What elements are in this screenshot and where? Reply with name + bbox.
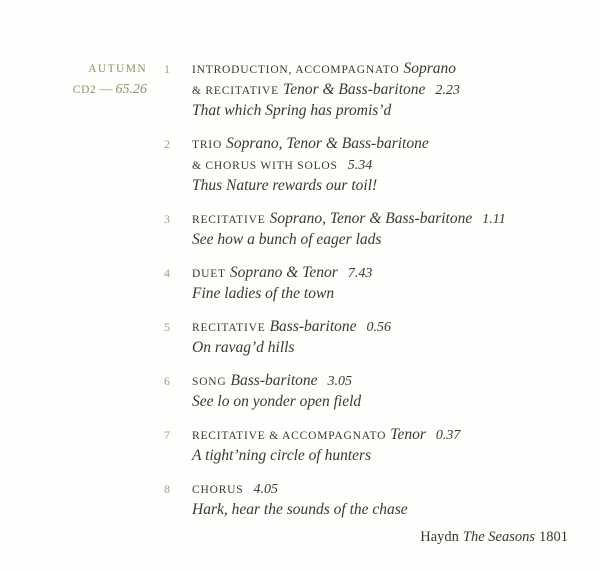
track-title-text: CHORUS [192, 484, 244, 496]
composer-name: Haydn [420, 529, 459, 545]
track-title-line [192, 317, 506, 338]
track-title-line [192, 59, 506, 80]
track-voices-text: Soprano, Tenor & Bass-baritone [226, 135, 429, 152]
track-duration: 3.05 [327, 374, 352, 389]
track-item [164, 425, 506, 466]
track-voices-text: Soprano, Tenor & Bass-baritone [269, 210, 473, 227]
track-number: 5 [164, 320, 170, 334]
track-item [164, 134, 506, 196]
cd-dash: — [99, 81, 113, 96]
track-title-text: & RECITATIVE [192, 85, 279, 97]
track-duration: 0.56 [366, 320, 392, 335]
track-title-text: & CHORUS WITH SOLOS [192, 160, 338, 172]
track-duration: 7.43 [347, 266, 373, 281]
track-voices-text: Bass-baritone [269, 318, 357, 335]
track-title-text: SONG [192, 376, 227, 388]
track-title-line [192, 371, 506, 392]
track-number: 4 [164, 266, 170, 280]
track-number: 7 [164, 428, 170, 442]
cd-info [36, 79, 147, 100]
track-title-text: RECITATIVE [192, 214, 266, 226]
work-year: 1801 [539, 529, 568, 545]
track-title-text: TRIO [192, 139, 223, 151]
track-incipit: See lo on yonder open field [192, 393, 362, 410]
track-incipit: A tight’ning circle of hunters [192, 447, 372, 464]
work-title: The Seasons [462, 529, 535, 545]
track-item [164, 317, 506, 358]
track-duration: 1.11 [482, 212, 506, 227]
track-title-text: INTRODUCTION, ACCOMPAGNATO [192, 64, 400, 76]
track-incipit: On ravag’d hills [192, 339, 295, 356]
cd-number: CD2 [72, 84, 97, 96]
track-voices-text: Tenor & Bass-baritone [283, 81, 426, 98]
track-duration: 2.23 [435, 83, 460, 98]
season-label: AUTUMN [88, 63, 147, 75]
track-voices-text: Tenor [390, 426, 426, 443]
track-title-line [192, 479, 506, 500]
track-number: 3 [164, 212, 170, 226]
track-incipit: Hark, hear the sounds of the chase [192, 501, 408, 518]
track-duration: 5.34 [347, 158, 373, 173]
track-title-line [192, 155, 506, 176]
track-incipit: Fine ladies of the town [192, 285, 335, 302]
track-title-line [192, 134, 506, 155]
track-number: 6 [164, 374, 170, 388]
season-header [36, 59, 147, 100]
track-item [164, 209, 506, 250]
track-title-text: DUET [192, 268, 226, 280]
track-duration: 0.37 [435, 428, 461, 443]
track-voices-text: Soprano & Tenor [229, 264, 338, 281]
track-item [164, 371, 506, 412]
track-title-text: RECITATIVE & ACCOMPAGNATO [192, 430, 387, 442]
track-item [164, 263, 506, 304]
track-number: 1 [164, 62, 170, 76]
track-duration: 4.05 [253, 482, 278, 497]
track-title-line [192, 209, 506, 230]
footer-credit [420, 528, 568, 546]
track-number: 2 [164, 137, 170, 151]
track-item [164, 479, 506, 520]
track-incipit: See how a bunch of eager lads [192, 231, 382, 248]
track-title-text: RECITATIVE [192, 322, 266, 334]
track-voices-text: Soprano [403, 60, 457, 77]
track-voices-text: Bass-baritone [230, 372, 318, 389]
track-list [164, 59, 506, 533]
track-title-line [192, 263, 506, 284]
cd-total-duration: 65.26 [115, 82, 147, 97]
track-title-line [192, 425, 506, 446]
track-incipit: That which Spring has promis’d [192, 102, 392, 119]
track-number: 8 [164, 482, 170, 496]
track-title-line [192, 80, 506, 101]
track-item [164, 59, 506, 121]
track-incipit: Thus Nature rewards our toil! [192, 177, 378, 194]
